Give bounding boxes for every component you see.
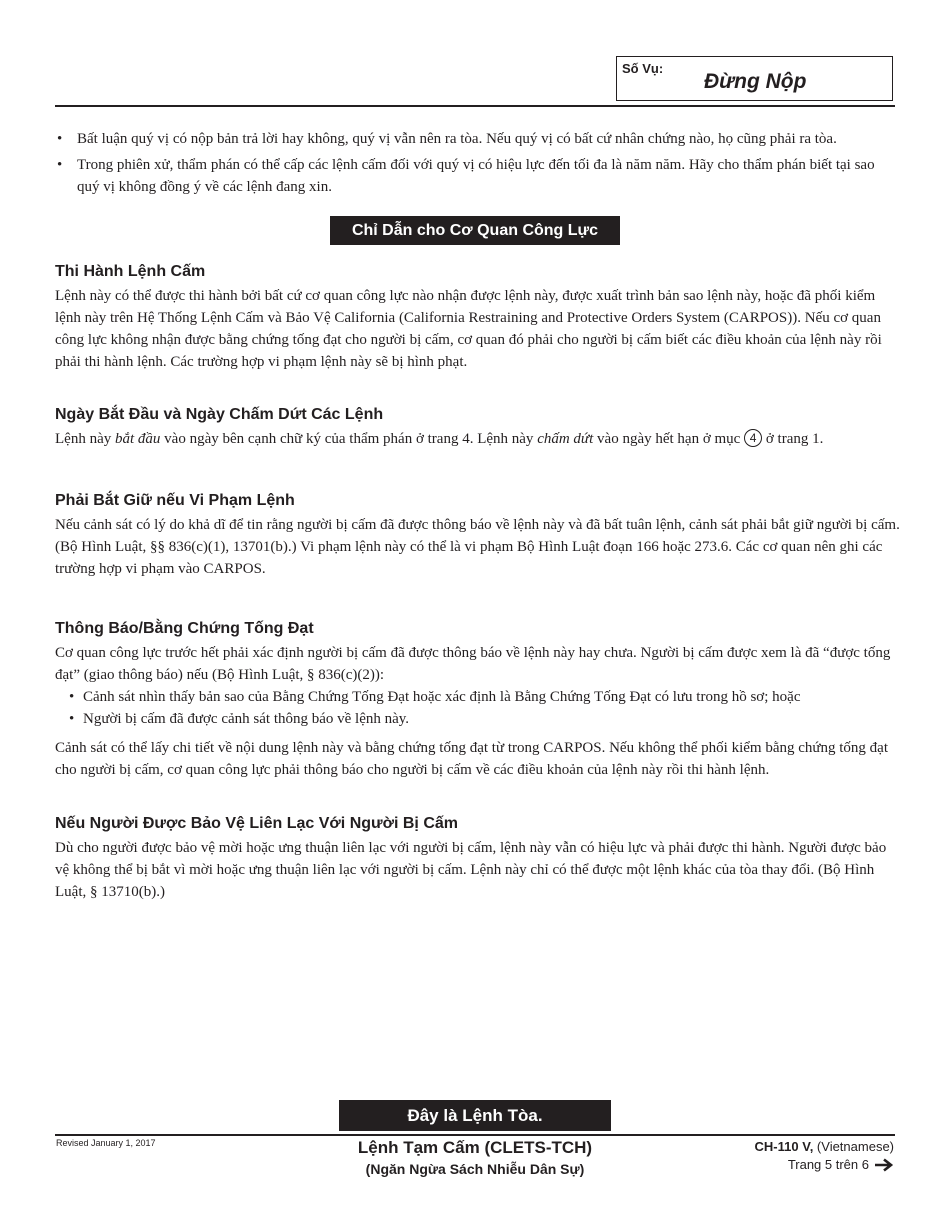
case-number-value: Đừng Nộp — [704, 70, 807, 93]
law-enforcement-banner: Chỉ Dẫn cho Cơ Quan Công Lực — [330, 216, 620, 245]
case-number-box — [616, 56, 893, 101]
paragraph-notice-2: Cảnh sát có thể lấy chi tiết về nội dung lệnh này và bằng chứng tống đạt từ trong CARPOS. Nếu không thể phối kiểm bằng chứng tống đạt cho người bị cấm, cơ quan công lực phải thông báo cho người bị cấm về các điều khoản của lệnh này rồi thi hành lệnh. — [55, 740, 889, 778]
court-order-banner: Đây là Lệnh Tòa. — [339, 1100, 611, 1131]
heading-dates: Ngày Bắt Đầu và Ngày Chấm Dứt Các Lệnh — [55, 406, 384, 423]
page-number — [788, 1157, 894, 1172]
right-arrow-icon[interactable] — [874, 1158, 894, 1172]
heading-enforce: Thi Hành Lệnh Cấm — [55, 263, 206, 280]
intro-bullet-list — [55, 128, 900, 202]
paragraph-enforce: Lệnh này có thể được thi hành bởi bất cứ cơ quan công lực nào nhận được lệnh này, được xuất trình bản sao lệnh này, hoặc đã phối kiểm lệnh này trên Hệ Thống Lệnh Cấm và Bảo Vệ California (California Restraining and Protective Orders System (CARPOS)). Nếu cơ quan công lực không nhận được bằng chứng tống đạt cho người bị cấm, cơ quan đó phải cho người bị cấm biết các điều khoản của lệnh này rồi phải thi hành lệnh. Các trường hợp vi phạm lệnh này sẽ bị hình phạt. — [55, 288, 882, 370]
case-number-label: Số Vụ: — [622, 61, 664, 76]
paragraph-dates: Lệnh này bắt đầu vào ngày bên cạnh chữ ký của thẩm phán ở trang 4. Lệnh này chấm dứt vào ngày hết hạn ở mục 4 ở trang 1. — [55, 431, 824, 447]
header-divider — [55, 105, 895, 107]
paragraph-arrest: Nếu cảnh sát có lý do khả dĩ để tin rằng người bị cấm đã được thông báo về lệnh này và đã bất tuân lệnh, cảnh sát phải bắt giữ người bị cấm. (Bộ Hình Luật, §§ 836(c)(1), 13701(b).) Vi phạm lệnh này có thể là vi phạm Bộ Hình Luật đoạn 166 hoặc 273.6. Các cơ quan nên ghi các trường hợp vi phạm vào CARPOS. — [55, 517, 900, 577]
heading-arrest: Phải Bắt Giữ nếu Vi Phạm Lệnh — [55, 492, 295, 509]
page-number-text: Trang 5 trên 6 — [787, 1157, 869, 1172]
form-subtitle: (Ngăn Ngừa Sách Nhiễu Dân Sự) — [365, 1161, 585, 1177]
list-item: • Người bị cấm đã được cảnh sát thông báo về lệnh này. — [55, 708, 895, 730]
form-id: CH-110 V, (Vietnamese) — [754, 1139, 894, 1154]
notice-bullet-list — [55, 686, 895, 730]
list-item: • Trong phiên xử, thẩm phán có thể cấp các lệnh cấm đối với quý vị có hiệu lực đến tối đa là năm năm. Hãy cho thẩm phán biết tại sao quý vị không đồng ý về các lệnh đang xin. — [55, 154, 900, 198]
item-number-circle: 4 — [744, 429, 762, 447]
list-item: • Cảnh sát nhìn thấy bản sao của Bằng Chứng Tống Đạt hoặc xác định là Bằng Chứng Tống Đạt có lưu trong hồ sơ; hoặc — [55, 686, 895, 708]
footer-divider — [55, 1134, 895, 1136]
start-word: bắt đầu — [114, 431, 161, 447]
heading-notice: Thông Báo/Bằng Chứng Tống Đạt — [55, 620, 314, 637]
paragraph-contact: Dù cho người được bảo vệ mời hoặc ưng thuận liên lạc với người bị cấm, lệnh này vẫn có hiệu lực và phải được thi hành. Người được bảo vệ không thể bị bắt vì mời hoặc ưng thuận liên lạc với người bị cấm. Lệnh này chỉ có thể được một lệnh khác của tòa thay đổi. (Bộ Hình Luật, § 13710(b).) — [55, 840, 887, 900]
paragraph-notice: Cơ quan công lực trước hết phải xác định người bị cấm đã được thông báo về lệnh này hay chưa. Người bị cấm được xem là đã “được tống đạt” (giao thông báo) nếu (Bộ Hình Luật, § 836(c)(2)): — [55, 645, 891, 683]
form-title: Lệnh Tạm Cấm (CLETS-TCH) — [357, 1138, 593, 1157]
revision-date: Revised January 1, 2017 — [56, 1138, 156, 1148]
list-item: • Bất luận quý vị có nộp bản trả lời hay không, quý vị vẫn nên ra tòa. Nếu quý vị có bất cứ nhân chứng nào, họ cũng phải ra tòa. — [55, 128, 900, 150]
end-word: chấm dứt — [537, 431, 594, 447]
heading-contact: Nếu Người Được Bảo Vệ Liên Lạc Với Người Bị Cấm — [55, 815, 458, 832]
